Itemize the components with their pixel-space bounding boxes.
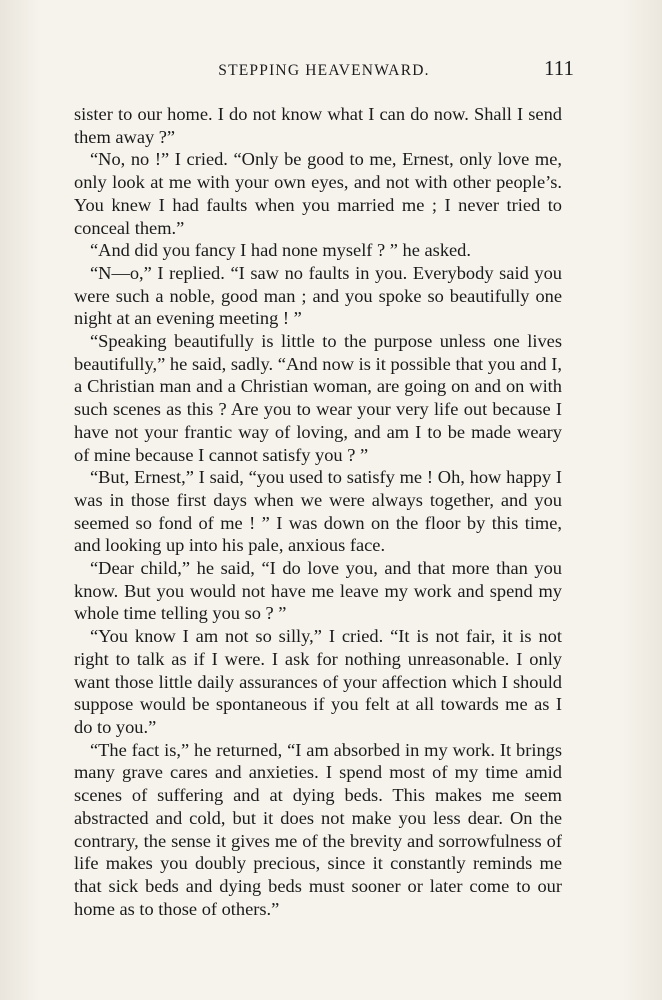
running-head: STEPPING HEAVENWARD. — [218, 62, 430, 79]
paragraph: “But, Ernest,” I said, “you used to satisfy me ! Oh, how happy I was in those first days when we were always together, and you seemed so fond of me ! ” I was down on the floor by this time, and looking up into his pale, anxious face. — [74, 467, 562, 556]
page-header — [74, 56, 574, 86]
paragraph: “And did you fancy I had none myself ? ” he asked. — [90, 240, 471, 261]
paragraph: “Speaking beautifully is little to the purpose unless one lives beautifully,” he said, sadly. “And now is it possible that you and I, a Christian man and a Christian woman, are going on and on with such scenes as this ? Are you to wear your very life out because I have not your frantic way of loving, and am I to be made weary of mine because I cannot satisfy you ? ” — [74, 331, 562, 465]
paragraph: “The fact is,” he returned, “I am absorbed in my work. It brings many grave cares and anxieties. I spend most of my time amid scenes of suffering and at dying beds. This makes me seem abstracted and cold, but it does not make you less dear. On the contrary, the sense it gives me of the brevity and sorrowfulness of life makes you doubly precious, since it constantly reminds me that sick beds and dying beds must sooner or later come to our home as to those of others.” — [74, 739, 562, 919]
paragraph: “No, no !” I cried. “Only be good to me, Ernest, only love me, only look at me with your own eyes, and not with other people’s. You knew I had faults when you married me ; I never tried to conceal them.” — [74, 149, 562, 238]
page-number: 111 — [544, 56, 574, 80]
paragraph: “N—o,” I replied. “I saw no faults in you. Everybody said you were such a noble, good man ; and you spoke so beautifully one night at an evening meeting ! ” — [74, 262, 562, 329]
paragraph: “You know I am not so silly,” I cried. “It is not fair, it is not right to talk as if I were. I ask for nothing unreasonable. I only want those little daily assurances of your affection which I should suppose would be spontaneous if you felt at all towards me as I do to you.” — [74, 626, 562, 737]
paragraph: “Dear child,” he said, “I do love you, and that more than you know. But you would not have me leave my work and spend my whole time telling you so ? ” — [74, 558, 562, 624]
body-text — [74, 103, 562, 920]
paragraph: sister to our home. I do not know what I can do now. Shall I send them away ?” — [74, 104, 562, 147]
